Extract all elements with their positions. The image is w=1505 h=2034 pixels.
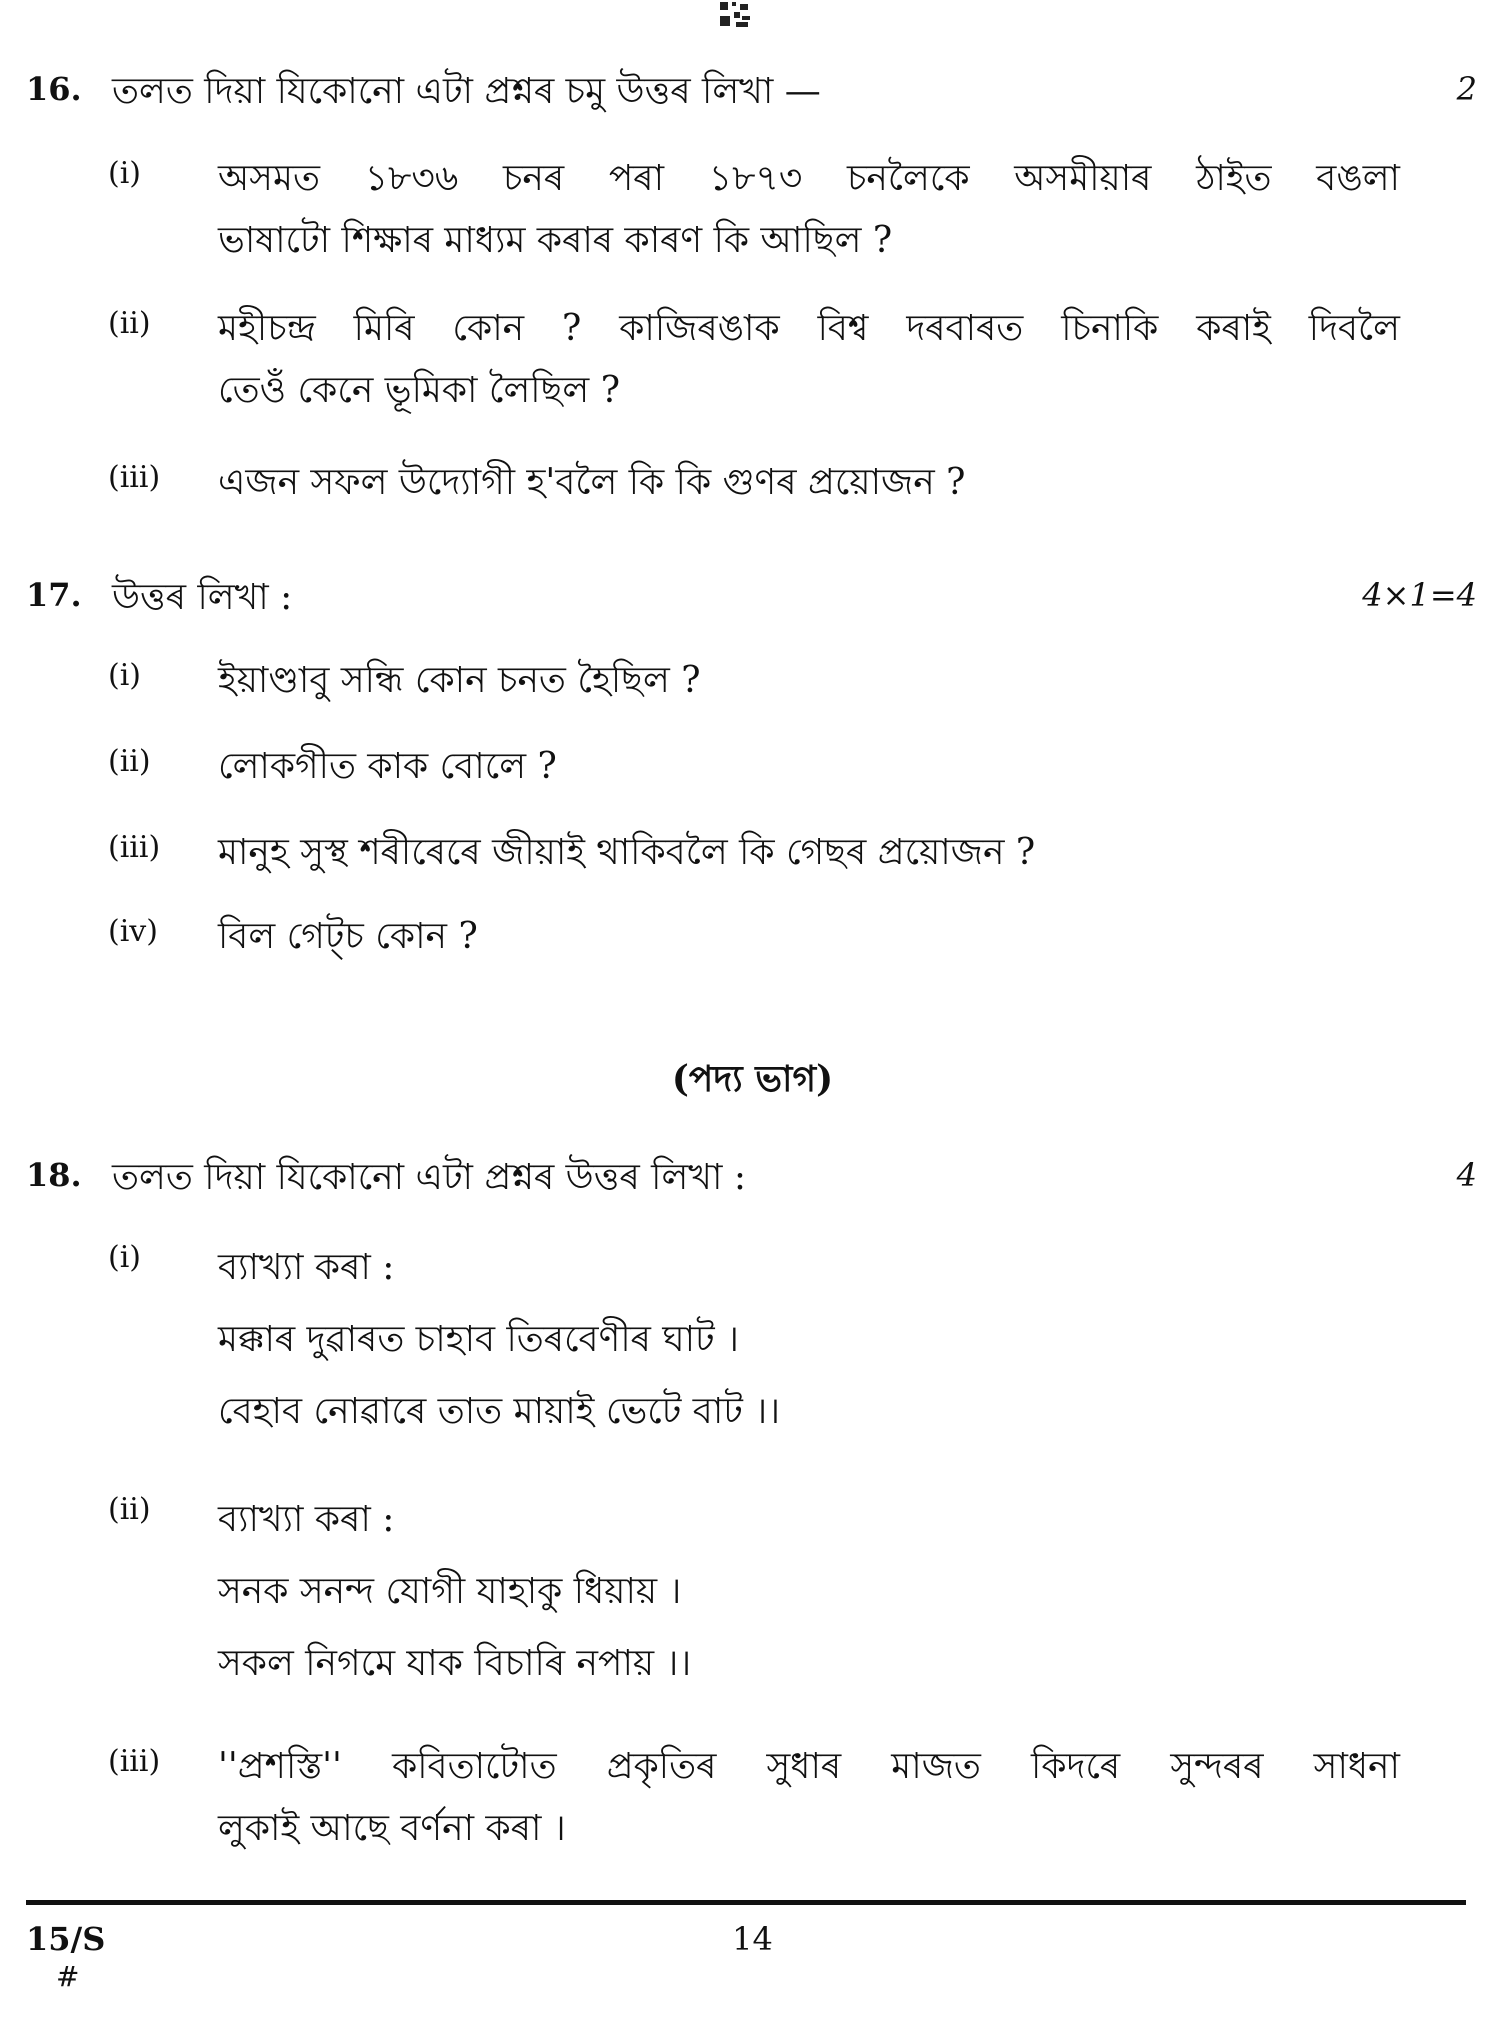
- item-text: [218, 298, 1400, 422]
- question-marks: 4: [1456, 1156, 1477, 1194]
- question-number: 18.: [26, 1156, 82, 1194]
- question-marks: 4×1=4: [1362, 576, 1477, 614]
- section-title: (পদ্য ভাগ): [671, 1058, 834, 1100]
- verse-line: সকল নিগমে যাক বিচাৰি নপায় ।।: [218, 1643, 692, 1684]
- item-line: মহীচন্দ্ৰ মিৰি কোন ? কাজিৰঙাক বিশ্ব দৰবাৰত চিনাকি কৰাই দিবলৈ: [218, 308, 1400, 349]
- item-line: ভাষাটো শিক্ষাৰ মাধ্যম কৰাৰ কাৰণ কি আছিল ?: [218, 220, 893, 261]
- item-label: (ii): [108, 744, 151, 779]
- item-text: লোকগীত কাক বোলে ?: [218, 746, 557, 787]
- item-label: (iii): [108, 1744, 161, 1779]
- paper-code: 15/S: [26, 1920, 106, 1958]
- item-label: (i): [108, 1240, 142, 1275]
- item-text: [218, 1484, 1400, 1700]
- item-text: [218, 452, 1400, 514]
- footer-divider: [26, 1900, 1466, 1905]
- question-text: তলত দিয়া যিকোনো এটা প্ৰশ্নৰ চমু উত্তৰ লিখা —: [112, 71, 821, 112]
- footer-hash: #: [56, 1960, 80, 1993]
- item-text: মানুহ সুস্থ শৰীৰেৰে জীয়াই থাকিবলৈ কি গেছৰ প্ৰয়োজন ?: [218, 832, 1036, 873]
- item-label: (i): [108, 658, 142, 693]
- item-label: (iv): [108, 914, 158, 949]
- item-label: (iii): [108, 830, 161, 865]
- verse-line: বেহাব নোৱাৰে তাত মায়াই ভেটে বাট ।।: [218, 1391, 781, 1432]
- question-text: তলত দিয়া যিকোনো এটা প্ৰশ্নৰ উত্তৰ লিখা :: [112, 1157, 746, 1198]
- item-text: [218, 148, 1400, 272]
- page-number: 14: [732, 1920, 773, 1958]
- item-line: ''প্ৰশস্তি'' কবিতাটোত প্ৰকৃতিৰ সুধাৰ মাজত কিদৰে সুন্দৰৰ সাধনা: [218, 1746, 1400, 1787]
- question-16-header: [0, 62, 1505, 112]
- question-18-header: [0, 1148, 1505, 1198]
- question-number: 17.: [26, 576, 82, 614]
- item-text: ইয়াণ্ডাবু সন্ধি কোন চনত হৈছিল ?: [218, 660, 701, 701]
- item-label: (i): [108, 156, 142, 191]
- item-line: অসমত ১৮৩৬ চনৰ পৰা ১৮৭৩ চনলৈকে অসমীয়াৰ ঠাইত বঙলা: [218, 158, 1400, 199]
- item-text: [218, 1232, 1400, 1448]
- question-17-header: [0, 568, 1505, 618]
- item-label: (ii): [108, 1492, 151, 1527]
- item-text: বিল গেট্‌চ কোন ?: [218, 916, 478, 957]
- item-label: (iii): [108, 460, 161, 495]
- question-number: 16.: [26, 70, 82, 108]
- item-line: ব্যাখ্যা কৰা :: [218, 1247, 395, 1288]
- verse-line: মক্কাৰ দুৱাৰত চাহাব তিৰবেণীৰ ঘাট ।: [218, 1319, 739, 1360]
- item-line: এজন সফল উদ্যোগী হ'বলৈ কি কি গুণৰ প্ৰয়োজন ?: [218, 462, 966, 503]
- qr-code-icon: [720, 2, 752, 28]
- question-text: উত্তৰ লিখা :: [112, 577, 293, 618]
- question-marks: 2: [1456, 70, 1477, 108]
- item-line: ব্যাখ্যা কৰা :: [218, 1499, 395, 1540]
- verse-line: সনক সনন্দ যোগী যাহাকু ধিয়ায় ।: [218, 1571, 682, 1612]
- item-line: লুকাই আছে বৰ্ণনা কৰা ।: [218, 1808, 566, 1849]
- item-text: [218, 1736, 1400, 1860]
- item-line: তেওঁ কেনে ভূমিকা লৈছিল ?: [218, 370, 620, 411]
- item-label: (ii): [108, 306, 151, 341]
